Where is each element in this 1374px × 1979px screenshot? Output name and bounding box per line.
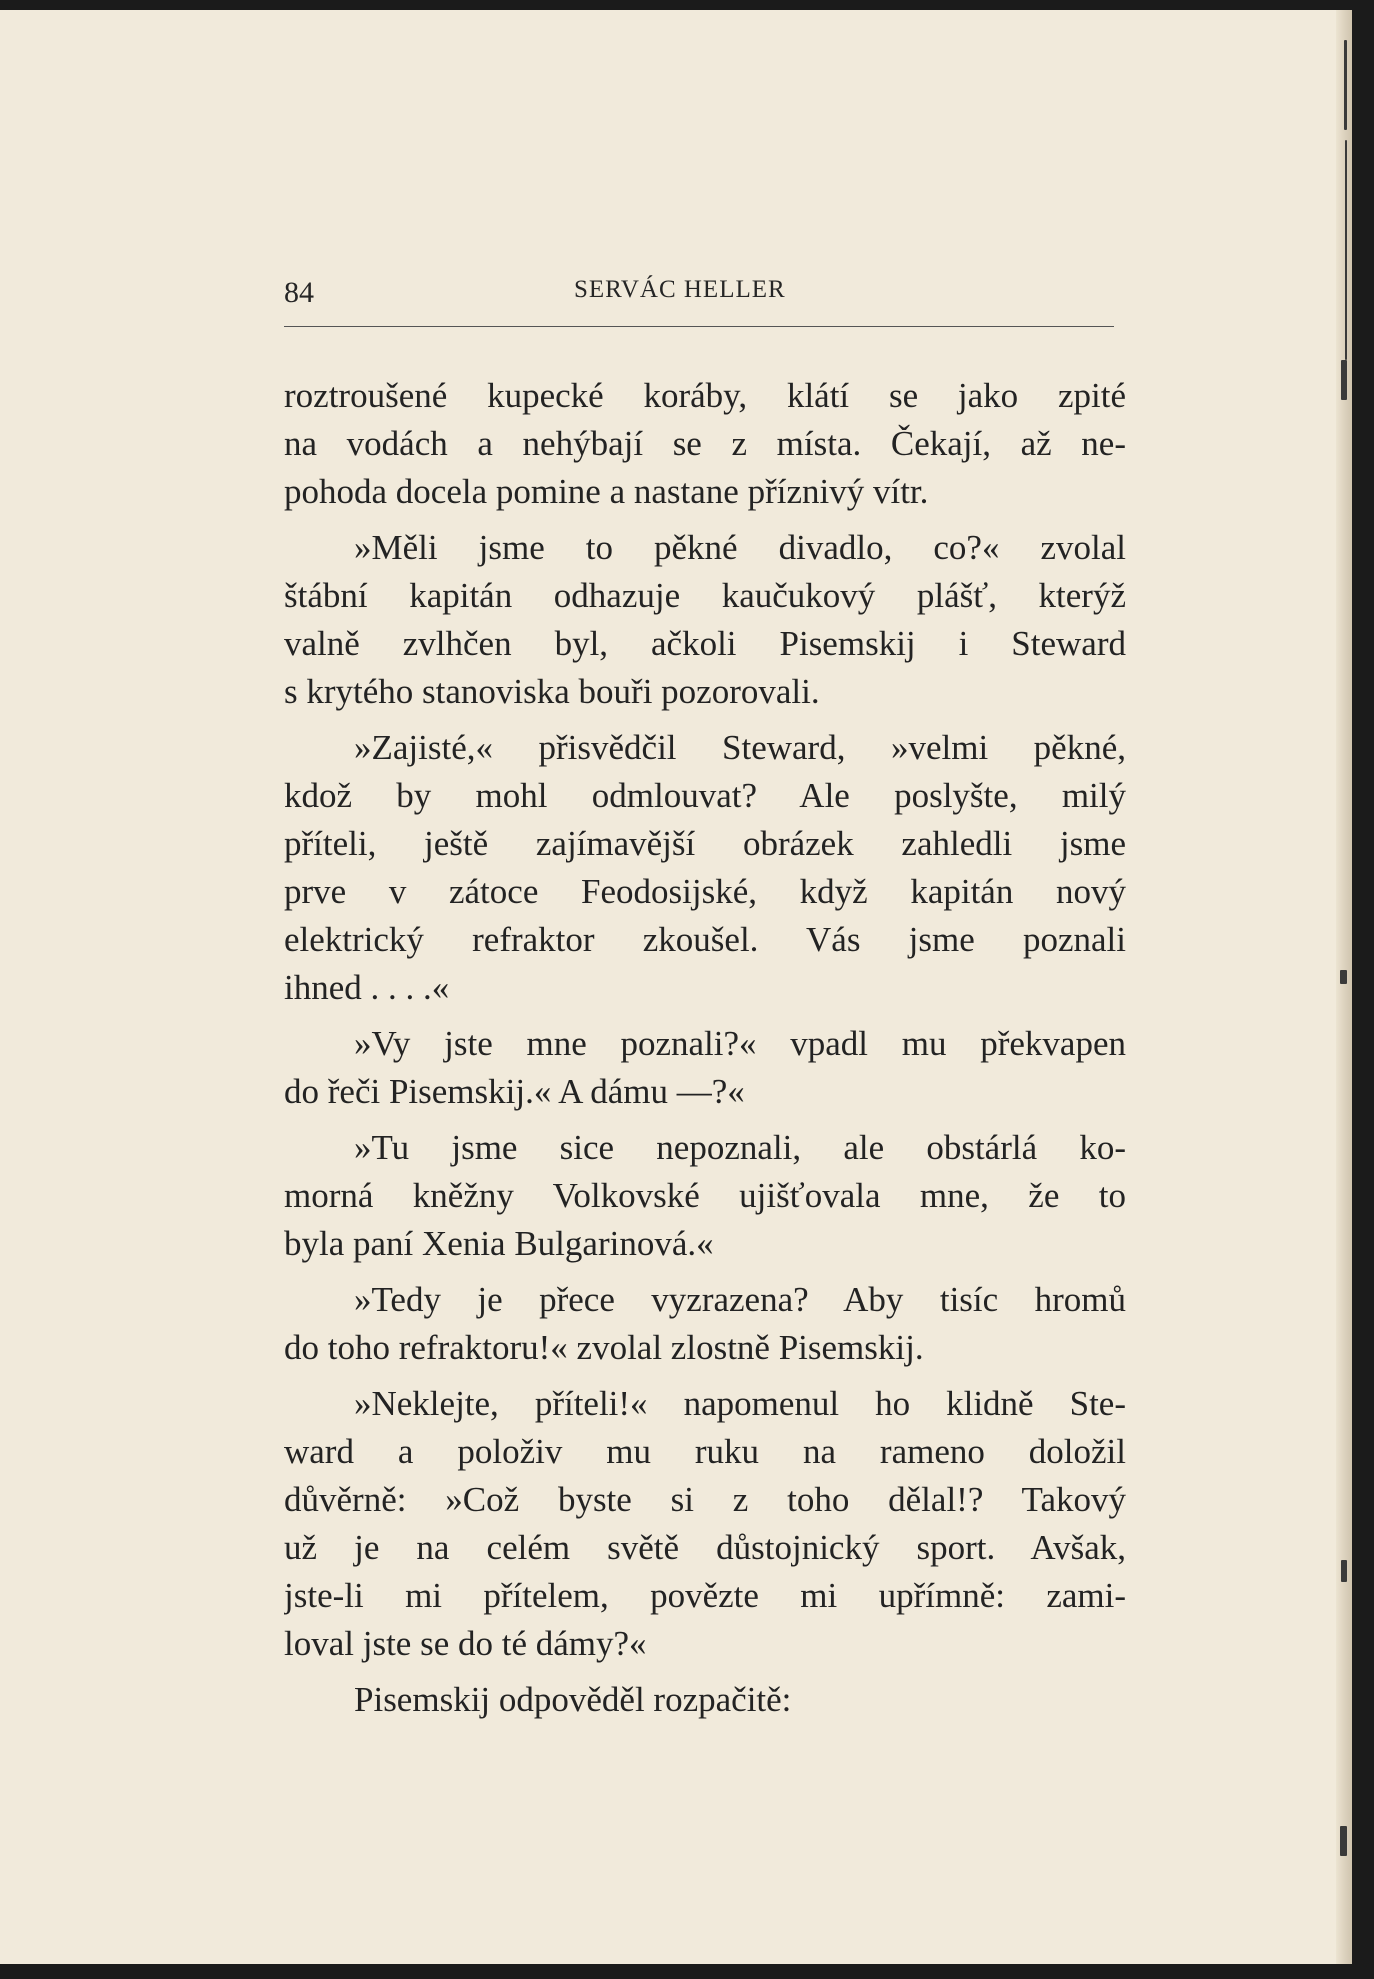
text-line: »Vy jste mne poznali?« vpadl mu překvapen <box>354 1024 1126 1063</box>
paragraph <box>284 1276 1126 1372</box>
text-line: ward a položiv mu ruku na rameno doložil <box>284 1432 1126 1471</box>
text-line: kdož by mohl odmlouvat? Ale poslyšte, milý <box>284 776 1126 815</box>
text-line: důvěrně: »Což byste si z toho dělal!? Takový <box>284 1480 1126 1519</box>
text-line: pohoda docela pomine a nastane příznivý vítr. <box>284 472 929 511</box>
text-line: »Tu jsme sice nepoznali, ale obstárlá ko- <box>354 1128 1126 1167</box>
text-line: do toho refraktoru!« zvolal zlostně Pisemskij. <box>284 1328 924 1367</box>
text-line: »Neklejte, příteli!« napomenul ho klidně Ste- <box>354 1384 1126 1423</box>
text-line: na vodách a nehýbají se z místa. Čekají, až ne- <box>284 424 1126 463</box>
text-line: už je na celém světě důstojnický sport. Avšak, <box>284 1528 1126 1567</box>
text-line: loval jste se do té dámy?« <box>284 1624 647 1663</box>
paragraph <box>284 1020 1126 1116</box>
paragraph <box>284 1676 1126 1724</box>
text-line: byla paní Xenia Bulgarinová.« <box>284 1224 714 1263</box>
text-line: příteli, ještě zajímavější obrázek zahledli jsme <box>284 824 1126 863</box>
page-number: 84 <box>284 276 314 309</box>
paragraph <box>284 372 1126 516</box>
text-line: jste-li mi přítelem, povězte mi upřímně: zami- <box>284 1576 1126 1615</box>
text-line: »Měli jsme to pěkné divadlo, co?« zvolal <box>354 528 1126 567</box>
text-line: štábní kapitán odhazuje kaučukový plášť, kterýž <box>284 576 1126 615</box>
paragraph <box>284 724 1126 1012</box>
binding-mark <box>1340 1826 1347 1856</box>
paragraph <box>284 1380 1126 1668</box>
text-line: prve v zátoce Feodosijské, když kapitán nový <box>284 872 1126 911</box>
text-line: roztroušené kupecké koráby, klátí se jako zpité <box>284 376 1126 415</box>
paragraph <box>284 524 1126 716</box>
paragraph <box>284 1124 1126 1268</box>
text-line: morná kněžny Volkovské ujišťovala mne, že to <box>284 1176 1126 1215</box>
page-header-title: SERVÁC HELLER <box>574 276 786 303</box>
text-line: s krytého stanoviska bouři pozorovali. <box>284 672 820 711</box>
text-line: ihned . . . .« <box>284 968 450 1007</box>
body-text <box>284 372 1126 1724</box>
text-line: valně zvlhčen byl, ačkoli Pisemskij i Steward <box>284 624 1126 663</box>
binding-mark <box>1341 1560 1347 1582</box>
text-line: elektrický refraktor zkoušel. Vás jsme poznali <box>284 920 1126 959</box>
binding-mark <box>1344 40 1347 130</box>
scan-border <box>0 0 1374 10</box>
binding-mark <box>1345 140 1347 360</box>
running-head <box>284 270 1114 327</box>
text-line: »Tedy je přece vyzrazena? Aby tisíc hromů <box>354 1280 1126 1319</box>
text-line: do řeči Pisemskij.« A dámu —?« <box>284 1072 745 1111</box>
binding-mark <box>1341 360 1347 400</box>
binding-mark <box>1340 970 1347 984</box>
text-line: Pisemskij odpověděl rozpačitě: <box>354 1680 792 1719</box>
text-line: »Zajisté,« přisvědčil Steward, »velmi pěkné, <box>354 728 1126 767</box>
